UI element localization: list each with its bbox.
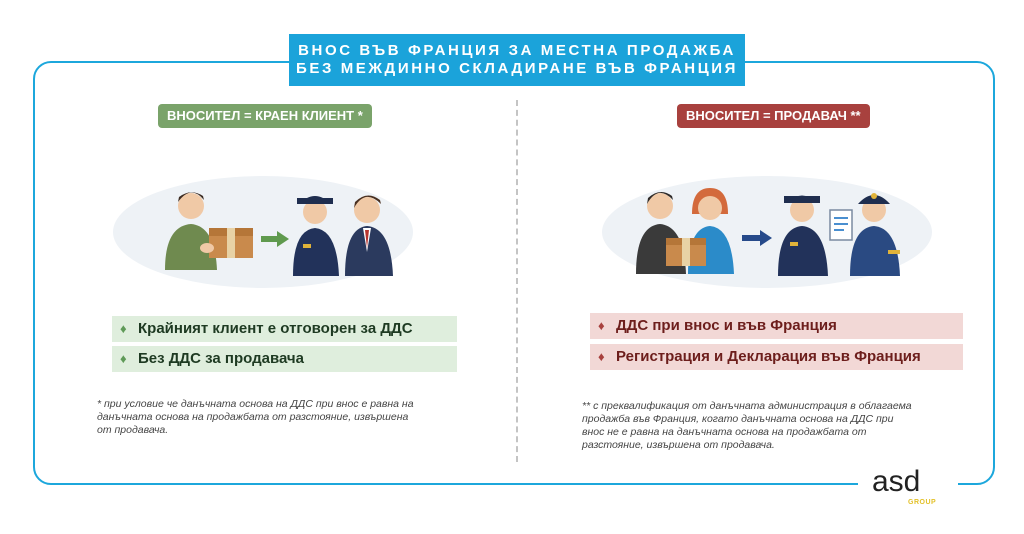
package-icon [666,238,706,266]
logo-text: asd [872,465,921,498]
seller-customs-illustration [592,170,942,290]
diamond-icon: ♦ [120,321,127,336]
left-bullet-2 [112,346,457,372]
right-footnote: ** с преквалификация от данъчната администрация в облагаема продажба във Франция, когато данъчната основа на ДДС при внос не е равна на данъчната основа на продажбата от разстояние, извършена от продавача. [582,400,912,451]
asd-group-logo [870,458,950,508]
center-divider [516,100,518,462]
left-footnote: * при условие че данъчната основа на ДДС при внос е равна на данъчната основа на продажбата от разстояние, извършена от продавача. [97,398,414,436]
title-line-1: ВНОС ВЪВ ФРАНЦИЯ ЗА МЕСТНА ПРОДАЖБА [298,42,736,59]
diamond-icon: ♦ [598,318,605,333]
logo-subtext: GROUP [908,499,937,506]
left-bullet-1-text: Крайният клиент е отговорен за ДДС [138,320,413,337]
title-line-2: БЕЗ МЕЖДИННО СКЛАДИРАНЕ ВЪВ ФРАНЦИЯ [295,60,739,77]
left-bullet-2-text: Без ДДС за продавача [138,350,304,367]
tag-importer-end-client: ВНОСИТЕЛ = КРАЕН КЛИЕНТ * [158,104,372,128]
page-title [289,34,745,86]
end-client-customs-illustration [103,170,423,290]
diamond-icon: ♦ [598,349,605,364]
tag-importer-seller: ВНОСИТЕЛ = ПРОДАВАЧ ** [677,104,870,128]
right-bullet-1-text: ДДС при внос и във Франция [616,317,837,334]
right-bullet-1 [590,313,963,339]
right-bullet-2-text: Регистрация и Декларация във Франция [616,348,921,365]
right-bullet-2 [590,344,963,370]
clipboard-icon [830,210,852,240]
diamond-icon: ♦ [120,351,127,366]
left-bullet-1 [112,316,457,342]
